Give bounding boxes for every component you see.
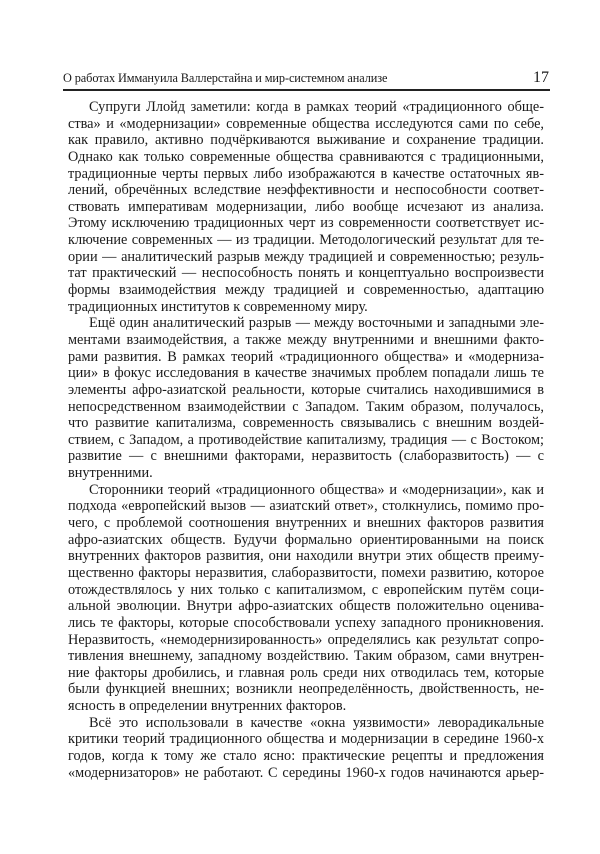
text-line: рами развития. В рамках теорий «традиционного общества» и «модерниза- <box>68 348 544 365</box>
text-line: Ещё один аналитический разрыв — между восточными и западными эле- <box>89 315 544 332</box>
text-line: тат практический — неспособность понять и концептуально воспроизвести <box>68 265 544 282</box>
text-line: внутренними. <box>68 465 153 482</box>
text-line: Сторонники теорий «традиционного общества» и «модернизации», как и <box>89 481 544 498</box>
text-line: были функцией внешних; возникли неопределённость, двойственность, не- <box>68 681 544 698</box>
text-line: подхода «европейский вызов — азиатский ответ», столкнулись, помимо про- <box>68 498 544 515</box>
text-line: ясность в определении внутренних факторов. <box>68 698 347 715</box>
paragraph <box>68 99 544 315</box>
text-line: лись те факторы, которые способствовали успеху западного проникновения. <box>68 614 544 631</box>
running-title: О работах Иммануила Валлерстайна и мир-системном анализе <box>63 71 388 85</box>
text-line: внутренних факторов развития, они находили внутри этих обществ преиму- <box>68 548 544 565</box>
paragraph <box>68 315 544 481</box>
text-line: чего, с проблемой соотношения внутренних и внешних факторов развития <box>68 515 544 532</box>
text-line: традиционные черты первых либо изображаются в качестве остаточных яв- <box>68 165 544 182</box>
text-line: тивления внешнему, западному воздействию. Таким образом, сами внутрен- <box>68 648 544 665</box>
header-rule <box>63 89 550 91</box>
text-line: что развитие капитализма, современность связывались с внешним воздей- <box>68 415 544 432</box>
text-line: «модернизаторов» не работают. С середины 1960-х годов начинаются арьер- <box>68 764 544 781</box>
text-line: отождествлялось у них только с капитализмом, с европейским путём соци- <box>68 581 544 598</box>
text-line: элементы афро-азиатской реальности, которые считались находившимися в <box>68 381 544 398</box>
text-line: альной эволюции. Внутри афро-азиатских обществ положительно оценива- <box>68 598 544 615</box>
text-line: критики теорий традиционного общества и модернизации в середине 1960-х <box>68 731 544 748</box>
text-line: ствовать императивам модернизации, либо вообще исчезают из анализа. <box>68 198 544 215</box>
paragraph <box>68 482 544 715</box>
body-text <box>68 99 544 781</box>
text-line: ключение современных — из традиции. Методологический результат для те- <box>68 232 544 249</box>
text-line: щественно факторы неразвития, слаборазвитости, помехи развитию, которое <box>68 564 544 581</box>
text-line: формы взаимодействия между традицией и современностью, адаптацию <box>68 282 544 299</box>
paragraph <box>68 715 544 782</box>
text-line: ства» и «модернизации» современные общества исследуются сами по себе, <box>68 115 544 132</box>
text-line: непосредственном взаимодействии с Западом. Таким образом, получалось, <box>68 398 544 415</box>
text-line: развитие — с внешними факторами, неразвитость (слаборазвитость) — с <box>68 448 544 465</box>
text-line: ствием, с Западом, а противодействие капитализму, традиция — с Востоком; <box>68 431 544 448</box>
text-line: годов, когда к тому же стало ясно: практические рецепты и предложения <box>68 747 544 764</box>
text-line: ментами взаимодействия, а также между внутренними и внешними факто- <box>68 331 544 348</box>
text-line: Всё это использовали в качестве «окна уязвимости» леворадикальные <box>89 714 544 731</box>
text-line: Супруги Ллойд заметили: когда в рамках теорий «традиционного обще- <box>89 99 544 115</box>
text-line: Неразвитость, «немодернизированность» определялись как результат сопро- <box>68 631 544 648</box>
text-line: Однако как только современные общества сравниваются с традиционными, <box>68 148 544 165</box>
text-line: Этому исключению традиционных черт из современности соответствует ис- <box>68 215 544 232</box>
text-line: ции» в фокус исследования в качестве значимых проблем попадали лишь те <box>68 365 544 382</box>
text-line: лений, обречённых вследствие неэффективности и неспособности соответ- <box>68 182 544 199</box>
running-header <box>63 66 549 88</box>
text-line: афро-азиатских обществ. Будучи формально ориентированными на поиск <box>68 531 544 548</box>
text-line: ние факторы дробились, и главная роль среди них отводилась тем, которые <box>68 664 544 681</box>
page-number: 17 <box>533 69 549 86</box>
text-line: традиционных институтов к современному миру. <box>68 298 368 315</box>
text-line: как правило, активно подчёркиваются выживание и сохранение традиции. <box>68 132 544 149</box>
text-line: ории — аналитический разрыв между традицией и современностью; резуль- <box>68 248 544 265</box>
